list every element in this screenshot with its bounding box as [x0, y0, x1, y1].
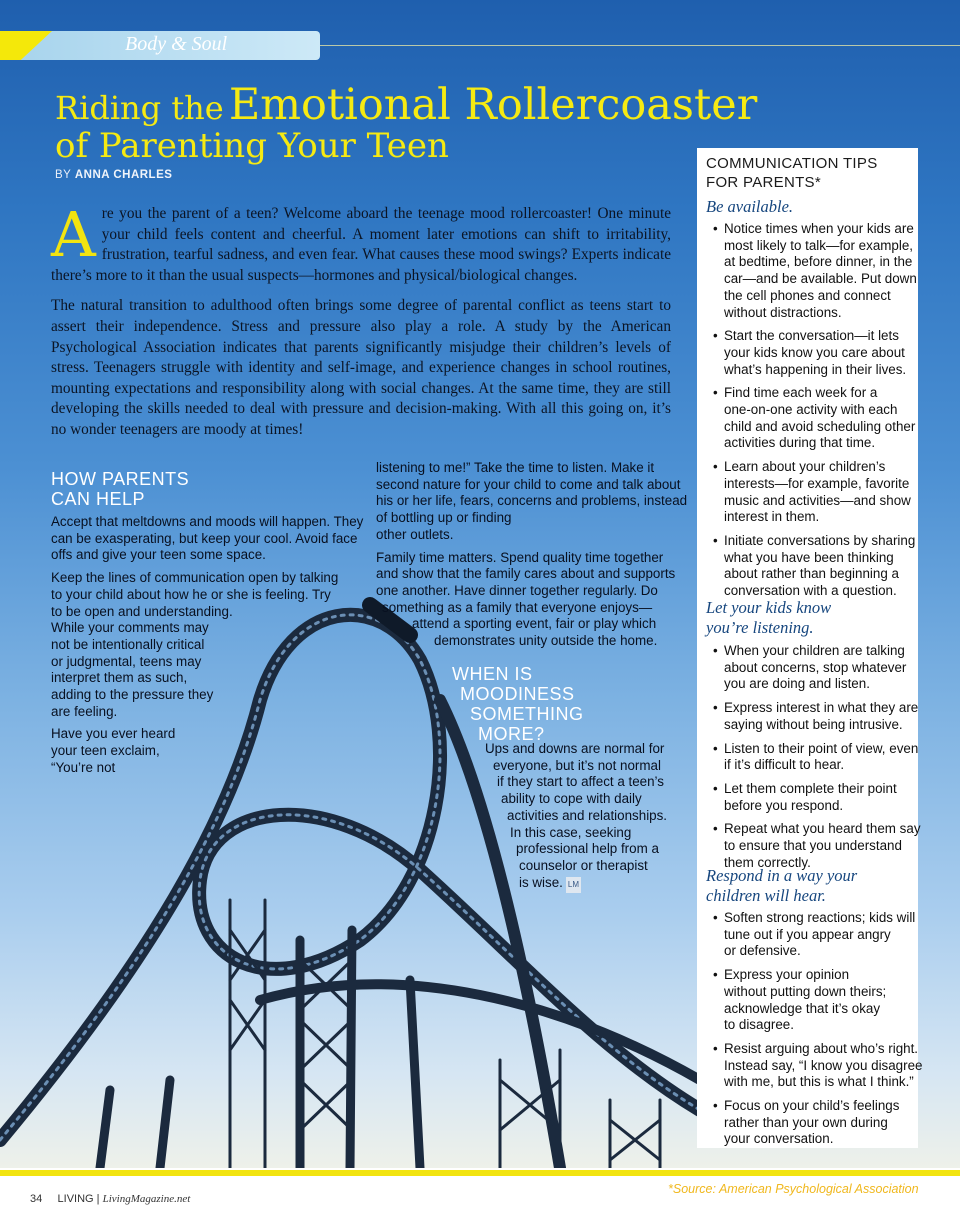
title-line: Let your kids know [706, 598, 832, 617]
text-line: of bottling up or finding [376, 510, 512, 526]
text-line: While your comments may [51, 620, 209, 636]
list-item: • Soften strong reactions; kids will tune out if you appear angry or defensive. [697, 910, 918, 960]
text-line-end: is wise. [519, 874, 563, 890]
text-line: your teen exclaim, [51, 743, 160, 759]
text-line: activities during that time. [724, 435, 876, 451]
magazine-name: LIVING [57, 1193, 94, 1205]
byline-prefix: BY [55, 169, 72, 181]
text-line: or judgmental, teens may [51, 653, 202, 669]
list-item: • Repeat what you heard them say to ensure that you understand them correctly. [713, 821, 921, 870]
text-line: them correctly. [724, 854, 811, 870]
heading-line: FOR PARENTS* [706, 174, 822, 191]
headline-line-2: of Parenting Your Teen [55, 126, 449, 166]
page-number: 34 [30, 1193, 43, 1205]
text-line: his or her life, fears, concerns and problems, instead [376, 493, 688, 509]
headline-small: Riding the [55, 89, 224, 127]
website[interactable]: LivingMagazine.net [102, 1193, 191, 1205]
middle-p2 [376, 550, 676, 650]
text-line: to your child about how he or she is feeling. Try [51, 586, 331, 602]
intro-text [51, 198, 671, 451]
text-line: acknowledge that it’s okay [724, 1000, 881, 1016]
text-line: Start the conversation—it lets [724, 328, 899, 344]
sidebar-heading [706, 154, 878, 192]
text-line: and show that the family cares about and supports [376, 566, 676, 582]
moodiness-section [452, 664, 692, 744]
text-line: other outlets. [376, 526, 454, 542]
heading-line: MOODINESS [460, 684, 575, 704]
text-line: Family time matters. Spend quality time together [376, 549, 664, 565]
text-line: Notice times when your kids are [724, 221, 914, 236]
text-line: activities and relationships. [507, 807, 668, 823]
text-line: offs and give your teen some space. [51, 547, 266, 563]
text-line: rather than your own during [724, 1114, 888, 1130]
text-line: interests—for example, favorite [724, 475, 910, 491]
text-line [485, 875, 685, 894]
drop-cap: A [51, 198, 96, 271]
text-line: listening to me!” Take the time to listen. Make it [376, 460, 655, 475]
text-line: to disagree. [724, 1017, 794, 1033]
headline-large: Emotional Rollercoaster [228, 80, 758, 130]
intro-p1-text: re you the parent of a teen? Welcome aboard the teenage mood rollercoaster! One minute your child feels content and cheerful. A moment later emotions can shift to irritability, frustration, tearful sadness, and even fear. What causes these mood swings? Experts indicate there’s more to it than the usual suspects—hormones and physical/biological changes. [51, 205, 671, 284]
heading-line: HOW PARENTS [51, 469, 190, 489]
text-line: Keep the lines of communication open by talking [51, 570, 339, 586]
intro-paragraph-1 [51, 198, 671, 286]
text-line: saying without being intrusive. [724, 716, 903, 732]
text-line: conversation with a question. [724, 583, 897, 599]
text-line: about concerns, stop whatever [724, 659, 907, 675]
text-line: tune out if you appear angry [724, 926, 891, 942]
text-line: Ups and downs are normal for [485, 741, 665, 756]
text-line: one another. Have dinner together regularly. Do [376, 582, 658, 598]
title-line: Respond in a way your [706, 866, 858, 885]
middle-p1 [376, 460, 688, 544]
text-line: your conversation. [724, 1131, 834, 1147]
heading-line: WHEN IS [452, 664, 533, 684]
how-parents-heading [51, 469, 351, 509]
text-line: without putting down theirs; [724, 983, 887, 999]
folio-separator: | [96, 1193, 100, 1205]
text-line: car—and be available. Put down [724, 271, 917, 287]
text-line: Focus on your child’s feelings [724, 1098, 900, 1114]
text-line: are feeling. [51, 703, 118, 719]
text-line: Resist arguing about who’s right. [724, 1040, 919, 1056]
page-folio [30, 1193, 190, 1205]
tip-group-title [706, 598, 831, 638]
list-item: • Express interest in what they are saying without being intrusive. [713, 700, 919, 732]
tip-group-title [706, 197, 793, 217]
text-line: demonstrates unity outside the home. [434, 633, 658, 649]
text-line: what you have been thinking [724, 549, 894, 565]
moodiness-body [485, 741, 685, 893]
text-line: the cell phones and connect [724, 287, 891, 303]
list-item: • When your children are talking about concerns, stop whatever you are doing and listen. [697, 643, 918, 693]
text-line: music and activities—and show [724, 492, 911, 508]
text-line: Repeat what you heard them say [724, 821, 921, 837]
text-line: something as a family that everyone enjoys— [382, 599, 653, 615]
text-line: Find time each week for a [724, 385, 878, 401]
heading-line: SOMETHING [470, 704, 584, 724]
text-line: Instead say, “I know you disagree [724, 1057, 923, 1073]
text-line: about rather than beginning a [724, 566, 899, 582]
text-line: Listen to their point of view, even [724, 740, 919, 756]
text-line: Let them complete their point [724, 780, 897, 796]
header-rule [320, 45, 960, 46]
text-line: one-on-one activity with each [724, 402, 898, 418]
text-line: if they start to affect a teen’s [497, 774, 664, 790]
text-line: what’s happening in their lives. [724, 361, 907, 377]
list-item: • Notice times when your kids are most likely to talk—for example, at bedtime, before dinner, in the car—and be available. Put down the cell phones and connect without distractions. [713, 221, 917, 320]
tip-list [697, 643, 921, 878]
list-item: • Let them complete their point before you respond. [697, 781, 918, 814]
heading-line: CAN HELP [51, 489, 146, 509]
list-item: • Initiate conversations by sharing what you have been thinking about rather than beginning a conversation with a question. [697, 533, 918, 600]
title-line: Be available. [706, 197, 794, 216]
text-line: with me, but this is what I think.” [724, 1074, 914, 1090]
text-line: or defensive. [724, 943, 801, 959]
text-line: Learn about your children’s [724, 459, 886, 475]
title-line: children will hear. [706, 886, 826, 905]
text-line: When your children are talking [724, 643, 905, 658]
text-line: Soften strong reactions; kids will [724, 910, 916, 925]
text-line: ability to cope with daily [501, 791, 642, 807]
list-item: • Focus on your child’s feelings rather than your own during your conversation. [697, 1098, 918, 1148]
byline-author: ANNA CHARLES [74, 169, 173, 181]
text-line: Have you ever heard [51, 726, 176, 742]
text-line: everyone, but it’s not normal [493, 757, 661, 773]
text-line: before you respond. [724, 797, 844, 813]
heading-line: MORE? [478, 724, 545, 744]
intro-paragraph-2: The natural transition to adulthood often brings some degree of parental conflict as teens start to assert their independence. Stress and pressure also play a role. A study by the American Psychological Association indicates that parents significantly misjudge their children’s levels of stress. Teenagers struggle with identity and self-image, and experience changes in school routines, mounting expectations and responsibility along with social changes. At the same time, they are still developing the skills needed to deal with pressure and decision-making. With all this going on, it’s no wonder teenagers are moody at times! [51, 297, 671, 438]
how-parents-p1 [51, 514, 364, 564]
text-line: you are doing and listen. [724, 676, 870, 692]
text-line: child and avoid scheduling other [724, 418, 916, 434]
how-parents-p2 [51, 570, 351, 720]
middle-column [376, 460, 688, 656]
list-item: • Start the conversation—it lets your kids know you care about what’s happening in their lives. [697, 328, 918, 378]
heading-line: COMMUNICATION TIPS [706, 155, 878, 172]
text-line: can be exasperating, but keep your cool. Avoid face [51, 530, 358, 546]
how-parents-p3 [51, 726, 351, 776]
list-item: • Listen to their point of view, even if it’s difficult to hear. [713, 740, 919, 773]
headline-line-1 [55, 80, 757, 130]
moodiness-heading [452, 664, 692, 744]
text-line: if it’s difficult to hear. [724, 757, 845, 773]
footer-rule [0, 1170, 960, 1176]
tip-group-title [706, 866, 857, 906]
text-line: Accept that meltdowns and moods will happen. They [51, 514, 364, 529]
text-line: attend a sporting event, fair or play which [412, 616, 657, 632]
how-parents-column [51, 469, 364, 783]
text-line: second nature for your child to come and talk about [376, 476, 681, 492]
text-line: to be open and understanding. [51, 603, 233, 619]
title-line: you’re listening. [706, 618, 814, 637]
text-line: at bedtime, before dinner, in the [724, 254, 913, 270]
text-line: your kids know you care about [724, 344, 905, 360]
text-line: interpret them as such, [51, 670, 188, 686]
text-line: Express your opinion [724, 967, 850, 983]
text-line: In this case, seeking [510, 824, 632, 840]
text-line: Initiate conversations by sharing [724, 532, 916, 548]
text-line: most likely to talk—for example, [724, 237, 914, 253]
text-line: Express interest in what they are [724, 700, 919, 716]
text-line: counselor or therapist [519, 857, 648, 873]
list-item: • Learn about your children’s interests—for example, favorite music and activities—and show interest in them. [697, 459, 918, 526]
text-line: to ensure that you understand [724, 838, 902, 854]
text-line: “You’re not [51, 759, 116, 775]
section-tag: Body & Soul [125, 33, 228, 55]
communication-tips-sidebar [697, 148, 923, 1148]
source-note: *Source: American Psychological Association [668, 1182, 919, 1196]
list-item: • Resist arguing about who’s right. Instead say, “I know you disagree with me, but this is what I think.” [713, 1040, 923, 1090]
text-line: without distractions. [724, 304, 842, 320]
text-line: not be intentionally critical [51, 636, 205, 652]
list-item: • Find time each week for a one-on-one activity with each child and avoid scheduling other activities during that time. [697, 385, 918, 452]
list-item: • Express your opinion without putting down theirs; acknowledge that it’s okay to disagree. [697, 967, 918, 1034]
tip-list [697, 221, 918, 607]
text-line: adding to the pressure they [51, 687, 214, 703]
byline [55, 169, 172, 181]
end-mark: LM [566, 877, 581, 894]
tip-list [697, 910, 923, 1155]
text-line: interest in them. [724, 509, 820, 525]
text-line: professional help from a [516, 841, 659, 857]
